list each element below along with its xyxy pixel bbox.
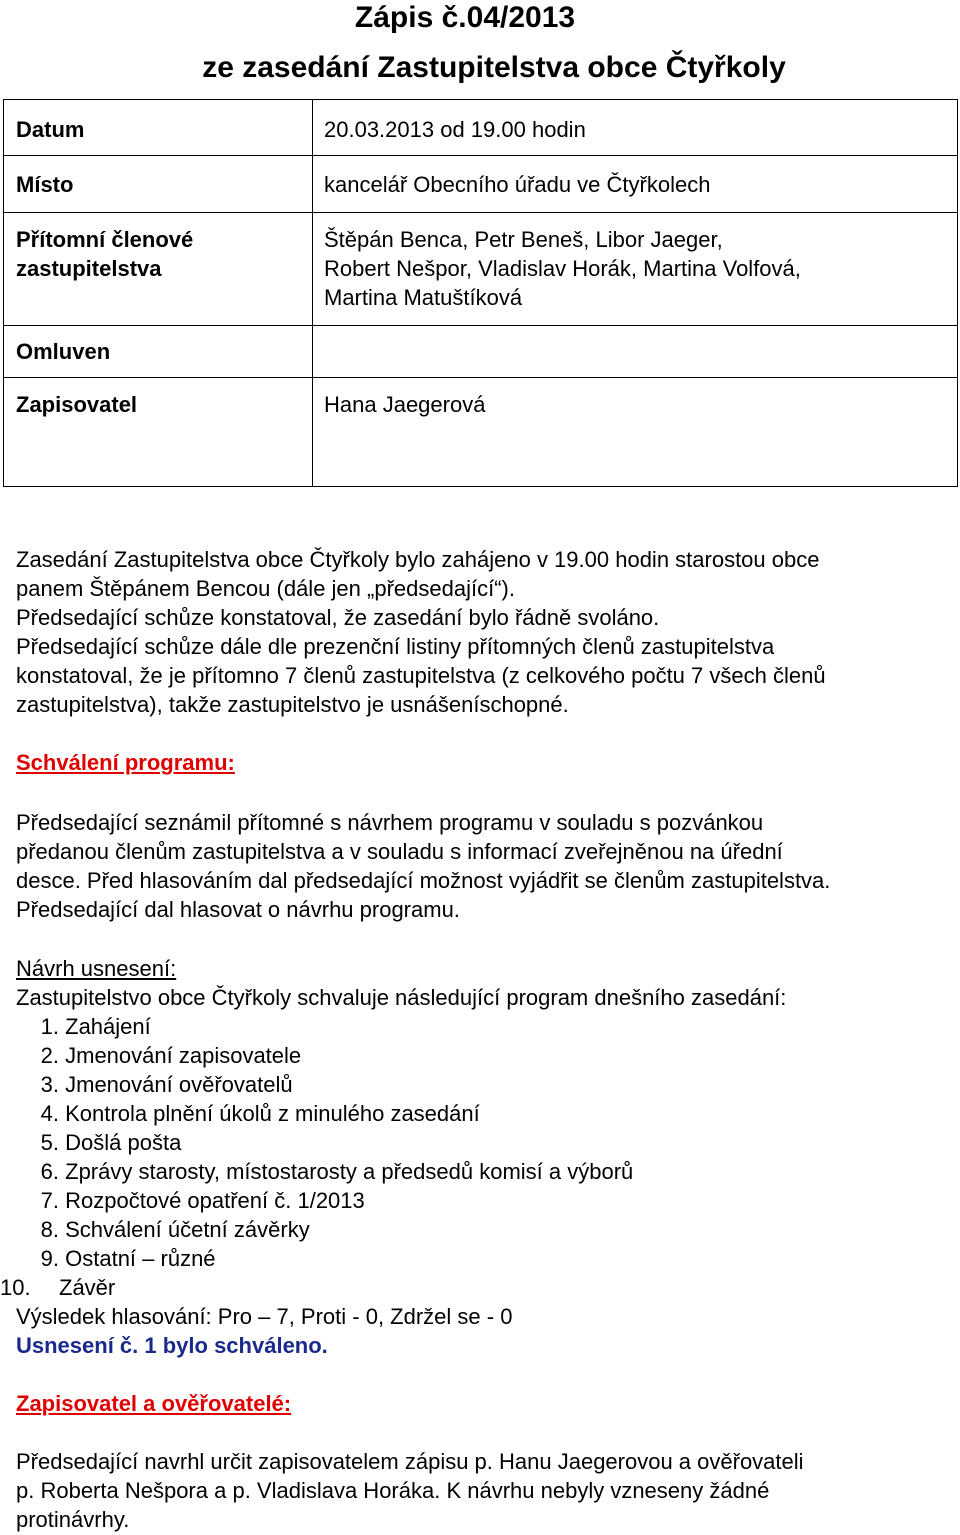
item-number: 6. (40, 1159, 59, 1184)
program-paragraph (16, 808, 956, 924)
document-title: Zápis č.04/2013 (354, 1, 576, 34)
list-item (16, 1244, 956, 1273)
item-text: Zahájení (65, 1014, 151, 1039)
writer-heading: Zapisovatel a ověřovatelé: (16, 1391, 292, 1416)
intro-line: Předsedající schůze dále dle prezenční listiny přítomných členů zastupitelstva (16, 634, 775, 659)
item-number: 9. (40, 1246, 59, 1271)
item-number: 5. (40, 1130, 59, 1155)
intro-paragraph (16, 545, 956, 719)
item-text: Zprávy starosty, místostarosty a předsedů komisí a výborů (65, 1159, 634, 1184)
program-heading: Schválení programu: (16, 750, 235, 775)
intro-line: Zasedání Zastupitelstva obce Čtyřkoly bylo zahájeno v 19.00 hodin starostou obce (16, 547, 820, 572)
list-item (16, 1215, 956, 1244)
item-text: Závěr (59, 1275, 116, 1300)
item-text: Kontrola plnění úkolů z minulého zasedání (65, 1101, 480, 1126)
intro-line: panem Štěpánem Bencou (dále jen „předsedající“). (16, 576, 515, 601)
date-value: 20.03.2013 od 19.00 hodin (324, 117, 586, 142)
item-text: Jmenování ověřovatelů (65, 1072, 293, 1097)
item-number: 7. (40, 1188, 59, 1213)
meeting-info-table (3, 99, 958, 487)
document-subtitle: ze zasedání Zastupitelstva obce Čtyřkoly (202, 51, 786, 84)
present-value-line1: Štěpán Benca, Petr Beneš, Libor Jaeger, (324, 227, 723, 252)
present-label-line1: Přítomní členové (16, 227, 194, 252)
resolution-statement: Usnesení č. 1 bylo schváleno. (16, 1333, 328, 1358)
intro-line: zastupitelstva), takže zastupitelstvo je usnášeníschopné. (16, 692, 569, 717)
excused-value (324, 326, 957, 337)
program-line: Předsedající seznámil přítomné s návrhem programu v souladu s pozvánkou (16, 810, 764, 835)
item-text: Schválení účetní závěrky (65, 1217, 310, 1242)
item-number: 3. (40, 1072, 59, 1097)
item-text: Došlá pošta (65, 1130, 182, 1155)
list-item (16, 1041, 956, 1070)
program-line: Předsedající dal hlasovat o návrhu programu. (16, 897, 460, 922)
list-item (16, 1012, 956, 1041)
info-row-date (4, 100, 958, 156)
intro-line: Předsedající schůze konstatoval, že zasedání bylo řádně svoláno. (16, 605, 660, 630)
item-number: 8. (40, 1217, 59, 1242)
item-text: Jmenování zapisovatele (65, 1043, 302, 1068)
intro-line: konstatoval, že je přítomno 7 členů zastupitelstva (z celkového počtu 7 všech členů (16, 663, 826, 688)
item-number: 2. (40, 1043, 59, 1068)
list-item (16, 1186, 956, 1215)
proposal-block (0, 954, 956, 1360)
item-number: 10. (0, 1275, 31, 1300)
proposal-heading: Návrh usnesení: (16, 956, 177, 981)
place-value: kancelář Obecního úřadu ve Čtyřkolech (324, 172, 711, 197)
writer-section (16, 1389, 956, 1418)
info-row-present (4, 213, 958, 326)
present-value-line2: Robert Nešpor, Vladislav Horák, Martina Volfová, (324, 256, 801, 281)
item-number: 4. (40, 1101, 59, 1126)
writer-value: Hana Jaegerová (324, 392, 486, 417)
item-number: 1. (40, 1014, 59, 1039)
writer-line: Předsedající navrhl určit zapisovatelem zápisu p. Hanu Jaegerovou a ověřovateli (16, 1449, 804, 1474)
writer-label: Zapisovatel (16, 392, 138, 417)
present-value-line3: Martina Matuštíková (324, 285, 523, 310)
info-row-writer (4, 378, 958, 487)
program-line: desce. Před hlasováním dal předsedající možnost vyjádřit se členům zastupitelstva. (16, 868, 831, 893)
writer-paragraph (16, 1447, 956, 1534)
program-section (16, 748, 956, 777)
date-label: Datum (16, 117, 85, 142)
list-item (16, 1157, 956, 1186)
writer-line: protinávrhy. (16, 1507, 130, 1532)
info-row-excused (4, 326, 958, 378)
list-item (16, 1099, 956, 1128)
present-label-line2: zastupitelstva (16, 256, 162, 281)
list-item (0, 1273, 956, 1302)
writer-line: p. Roberta Nešpora a p. Vladislava Horáka. K návrhu nebyly vzneseny žádné (16, 1478, 770, 1503)
proposal-text: Zastupitelstvo obce Čtyřkoly schvaluje následující program dnešního zasedání: (16, 985, 787, 1010)
program-line: předanou členům zastupitelstva a v souladu s informací zveřejněnou na úřední (16, 839, 783, 864)
list-item (16, 1128, 956, 1157)
place-label: Místo (16, 172, 74, 197)
info-row-place (4, 156, 958, 213)
excused-label: Omluven (16, 339, 111, 364)
list-item (16, 1070, 956, 1099)
item-text: Rozpočtové opatření č. 1/2013 (65, 1188, 365, 1213)
vote-result: Výsledek hlasování: Pro – 7, Proti - 0, Zdržel se - 0 (16, 1304, 513, 1329)
program-list (0, 1012, 956, 1302)
item-text: Ostatní – různé (65, 1246, 216, 1271)
